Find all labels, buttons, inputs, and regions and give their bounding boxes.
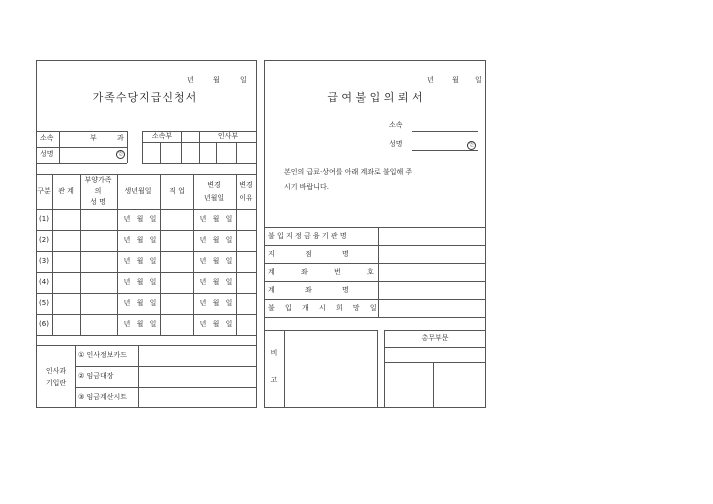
hr-section-label-line2: 기입란	[45, 379, 67, 387]
right-form-title: 급 여 불 입 의 뢰 서	[327, 91, 423, 104]
request-text-line1: 본인의 급료·상여를 아래 계좌로 불입해 주	[284, 168, 413, 176]
family-allowance-form	[36, 60, 257, 408]
header-occupation: 직 업	[169, 187, 185, 195]
row-number: (3)	[39, 257, 49, 265]
field-account-number: 계 좌 번 호	[268, 268, 374, 276]
right-date-month: 월	[452, 76, 459, 84]
left-date-year: 년	[187, 76, 194, 84]
header-dependents-line1: 부양가족	[84, 176, 112, 184]
hr-item-wage-ledger: ② 임금대장	[78, 372, 114, 380]
left-affiliation-label: 소속	[40, 134, 54, 142]
field-bank-name: 불 입 지 정 금 융 기 관 명	[268, 232, 347, 240]
header-dependents-line3: 성 명	[90, 198, 106, 206]
right-name-label: 성명	[389, 140, 403, 148]
row-change-date: 년 월 일	[199, 215, 233, 223]
row-birth-date: 년 월 일	[123, 257, 157, 265]
field-account-holder: 계 좌 명	[268, 286, 349, 294]
department-suffix: 부	[90, 134, 97, 142]
general-affairs-label: 총무부문	[421, 334, 449, 342]
row-change-date: 년 월 일	[199, 257, 233, 265]
left-seal-mark: 인	[116, 150, 125, 159]
row-number: (1)	[39, 215, 49, 223]
header-change-reason-line1: 변경	[239, 181, 253, 189]
left-name-label: 성명	[40, 150, 54, 158]
row-change-date: 년 월 일	[199, 278, 233, 286]
remarks-label-bottom: 고	[270, 376, 278, 384]
approval-hr-dept: 인사부	[217, 132, 239, 140]
field-start-date: 불 입 개 시 희 망 일	[268, 304, 377, 312]
request-text-line2: 시기 바랍니다.	[284, 183, 330, 191]
left-form-title: 가족수당지급신청서	[92, 91, 198, 104]
header-relation: 관 계	[58, 187, 74, 195]
row-number: (6)	[39, 320, 49, 328]
header-category: 구분	[37, 187, 51, 195]
row-birth-date: 년 월 일	[123, 320, 157, 328]
right-date-year: 년	[427, 76, 434, 84]
header-dependents-line2: 의	[94, 187, 102, 195]
right-seal-mark: 인	[467, 141, 476, 150]
left-date-month: 월	[213, 76, 220, 84]
header-change-date-line2: 년월일	[203, 194, 225, 202]
row-change-date: 년 월 일	[199, 299, 233, 307]
field-branch-name: 지 점 명	[268, 250, 349, 258]
row-change-date: 년 월 일	[199, 236, 233, 244]
header-change-reason-line2: 이유	[239, 194, 253, 202]
row-birth-date: 년 월 일	[123, 215, 157, 223]
row-change-date: 년 월 일	[199, 320, 233, 328]
right-affiliation-label: 소속	[389, 121, 403, 129]
hr-item-wage-calc-sheet: ③ 임금계산시트	[78, 393, 128, 401]
header-change-date-line1: 변경	[207, 181, 221, 189]
row-birth-date: 년 월 일	[123, 299, 157, 307]
left-date-day: 일	[240, 76, 247, 84]
approval-affiliation-dept: 소속부	[151, 132, 173, 140]
remarks-label-top: 비	[270, 349, 278, 357]
right-date-day: 일	[475, 76, 482, 84]
row-number: (2)	[39, 236, 49, 244]
row-birth-date: 년 월 일	[123, 278, 157, 286]
header-birth-date: 생년월일	[124, 187, 152, 195]
section-suffix: 과	[117, 134, 124, 142]
hr-section-label-line1: 인사과	[45, 367, 67, 375]
hr-item-personnel-card: ① 인사정보카드	[78, 351, 128, 359]
row-number: (4)	[39, 278, 49, 286]
row-number: (5)	[39, 299, 49, 307]
row-birth-date: 년 월 일	[123, 236, 157, 244]
